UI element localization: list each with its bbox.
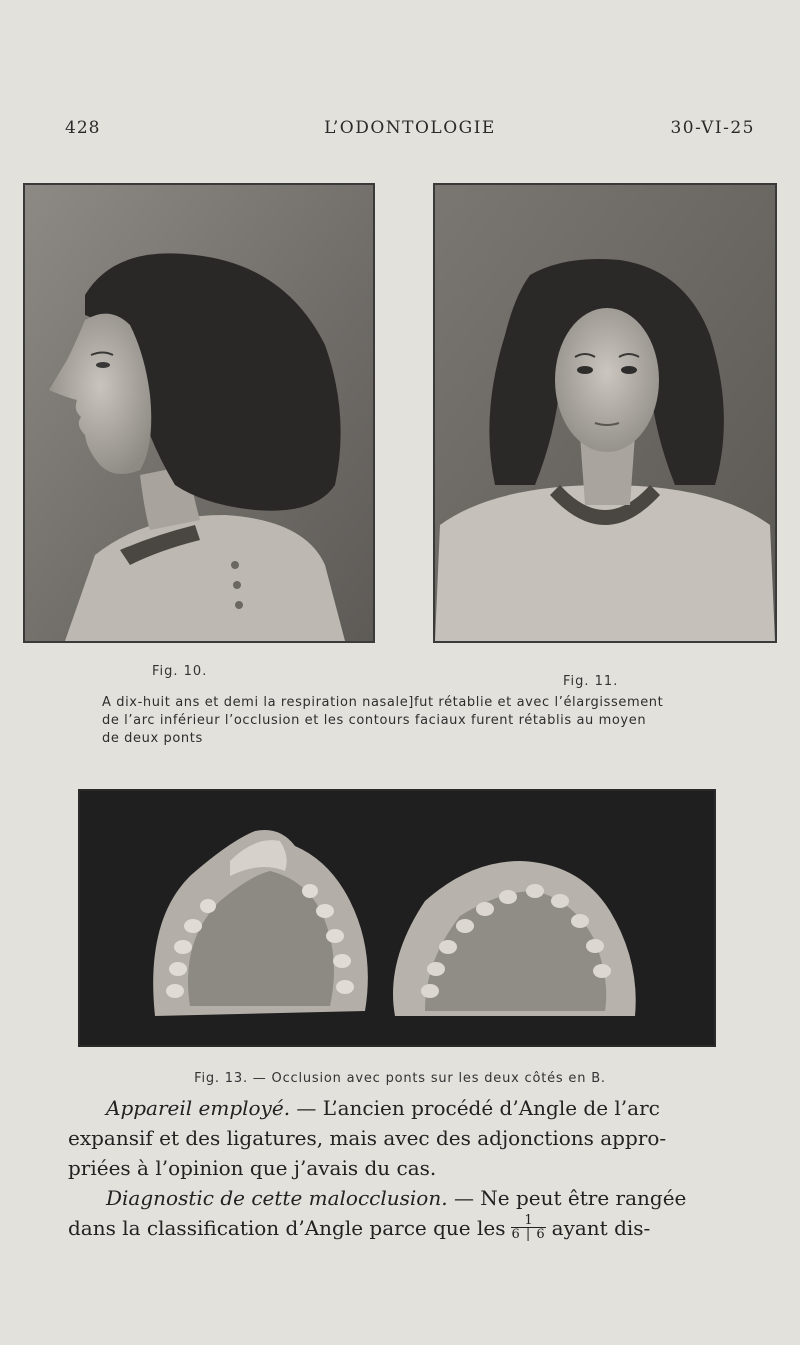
issue-date: 30-VI-25 (670, 118, 755, 138)
dental-casts-image (80, 791, 714, 1045)
profile-portrait-image (25, 185, 373, 641)
paragraph-2-line-1-rest: — Ne peut être rangée (447, 1186, 687, 1210)
figure-caption (102, 694, 727, 748)
figure-11-frontal-photo (433, 183, 777, 643)
figure-10-label: Fig. 10. (152, 664, 208, 679)
running-head (0, 118, 800, 144)
frontal-portrait-image (435, 185, 775, 641)
fraction-denominator: 6 | 6 (511, 1227, 546, 1242)
caption-line-2: de l’arc inférieur l’occlusion et les contours faciaux furent rétablis au moyen (102, 713, 647, 728)
figure-11-label: Fig. 11. (563, 674, 619, 689)
paragraph-2-lead: Diagnostic de cette malocclusion. (106, 1186, 448, 1210)
tooth-fraction (511, 1214, 545, 1241)
paragraph-2-line-2 (68, 1213, 728, 1243)
paragraph-2-line-1 (68, 1183, 728, 1213)
paragraph-1-lead: Appareil employé. (106, 1096, 291, 1120)
caption-line-1: A dix-huit ans et demi la respiration nasale]fut rétablie et avec l’élargissement (102, 695, 664, 710)
caption-line-3: de deux ponts (102, 731, 203, 746)
paragraph-2-line-2-after: ayant dis- (551, 1216, 651, 1240)
paragraph-2-line-2-before: dans la classification d’Angle parce que les (68, 1216, 506, 1240)
paragraph-1-line-1-rest: — L’ancien procédé d’Angle de l’arc (290, 1096, 660, 1120)
paragraph-1-line-1 (68, 1093, 728, 1123)
page-number: 428 (65, 118, 101, 138)
fraction-numerator: 1 (511, 1214, 545, 1228)
journal-title: L’ODONTOLOGIE (324, 118, 496, 138)
body-text (68, 1093, 728, 1243)
paragraph-1-line-2: expansif et des ligatures, mais avec des adjonctions appro- (68, 1126, 667, 1150)
figure-13-dental-casts-photo (78, 789, 716, 1047)
paragraph-1-line-3: priées à l’opinion que j’avais du cas. (68, 1156, 437, 1180)
figure-10-profile-photo (23, 183, 375, 643)
figure-13-caption: Fig. 13. — Occlusion avec ponts sur les deux côtés en B. (194, 1071, 606, 1086)
